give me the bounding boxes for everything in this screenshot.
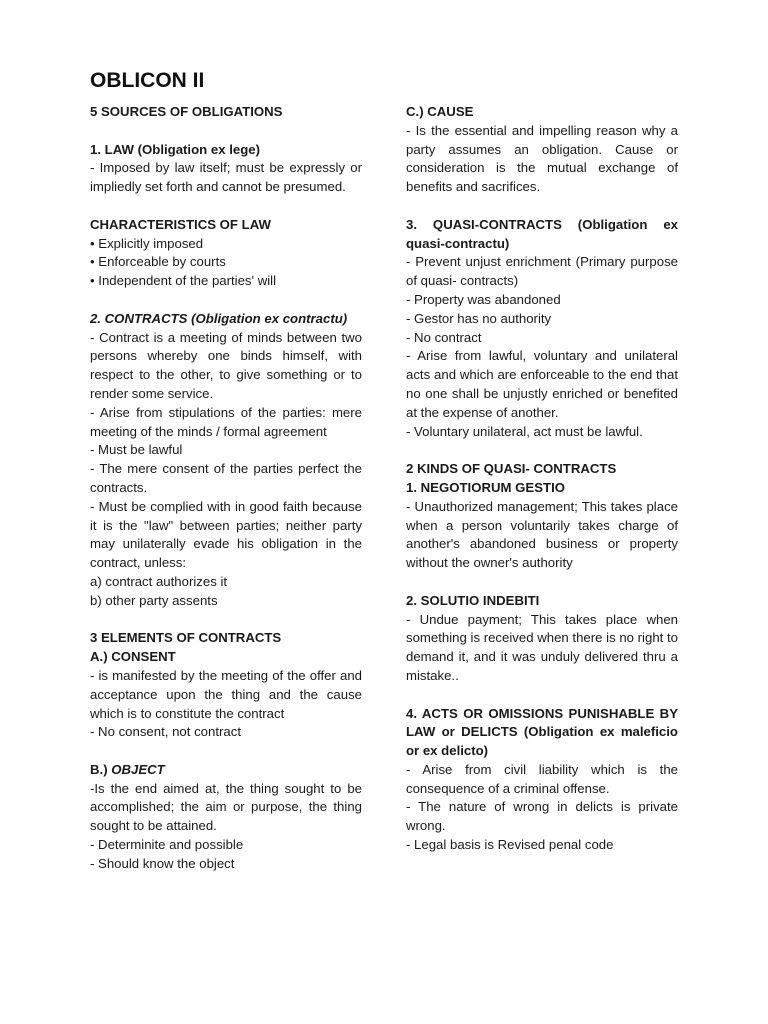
- consent-point: - No consent, not contract: [90, 724, 241, 740]
- quasi-point: - Voluntary unilateral, act must be lawful.: [406, 423, 643, 439]
- contract-point: - Must be complied with in good faith because it is the "law" between parties; neither party may unilaterally evade his obligation in the contract, unless:: [90, 498, 362, 571]
- contract-point: - Arise from stipulations of the parties: mere meeting of the minds / formal agreement: [90, 404, 362, 439]
- characteristic-item: • Explicitly imposed: [90, 235, 204, 251]
- quasi-point: - Gestor has no authority: [406, 310, 552, 326]
- acts-point: - The nature of wrong in delicts is private wrong.: [406, 799, 678, 834]
- quasi-point: - Prevent unjust enrichment (Primary purpose of quasi- contracts): [406, 254, 678, 289]
- contract-point: b) other party assents: [90, 592, 218, 608]
- cause-heading: C.) CAUSE: [406, 104, 474, 119]
- characteristic-item: • Independent of the parties' will: [90, 273, 277, 289]
- left-column: [90, 103, 362, 874]
- spacer: [90, 197, 362, 216]
- negotiorum-heading: 1. NEGOTIORUM GESTIO: [406, 479, 565, 495]
- solutio-description: - Undue payment; This takes place when something is received when there is no right to demand it, and it was unduly delivered thru a mistake..: [406, 611, 678, 683]
- law-heading: 1. LAW (Obligation ex lege): [90, 141, 260, 157]
- contracts-heading: 2. CONTRACTS (Obligation ex contractu): [90, 310, 348, 326]
- kinds-heading: 2 KINDS OF QUASI- CONTRACTS: [406, 461, 617, 477]
- quasi-point: - Arise from lawful, voluntary and unilateral acts and which are enforceable to the end that no one shall be unjustly enriched or benefited at the expense of another.: [406, 348, 678, 420]
- consent-point: - is manifested by the meeting of the offer and acceptance upon the thing and the cause which is to constitute the contract: [90, 667, 362, 721]
- characteristics-heading: CHARACTERISTICS OF LAW: [90, 216, 271, 232]
- quasi-point: - Property was abandoned: [406, 291, 561, 307]
- right-column: [406, 103, 678, 855]
- object-point: -Is the end aimed at, the thing sought to be accomplished; the aim or purpose, the thing sought to be attained.: [90, 780, 362, 834]
- law-description: - Imposed by law itself; must be expressly or impliedly set forth and cannot be presumed.: [90, 160, 362, 195]
- solutio-heading: 2. SOLUTIO INDEBITI: [406, 592, 540, 608]
- spacer: [90, 742, 362, 761]
- acts-point: - Legal basis is Revised penal code: [406, 837, 614, 853]
- contract-point: - The mere consent of the parties perfect the contracts.: [90, 461, 362, 495]
- acts-point: - Arise from civil liability which is the consequence of a criminal offense.: [406, 761, 678, 796]
- negotiorum-description: - Unauthorized management; This takes place when a person voluntarily takes charge of another's abandoned business or property without the owner's authority: [406, 498, 678, 571]
- spacer: [406, 573, 678, 592]
- page-title: OBLICON II: [90, 69, 205, 92]
- spacer: [90, 291, 362, 310]
- object-word: OBJECT: [111, 761, 165, 777]
- object-heading: [90, 761, 362, 780]
- sources-heading: 5 SOURCES OF OBLIGATIONS: [90, 104, 283, 119]
- elements-heading: 3 ELEMENTS OF CONTRACTS: [90, 630, 282, 646]
- spacer: [406, 197, 678, 216]
- object-point: - Determinite and possible: [90, 837, 244, 853]
- characteristic-item: • Enforceable by courts: [90, 254, 226, 270]
- spacer: [406, 686, 678, 705]
- contract-point: - Contract is a meeting of minds between two persons whereby one binds himself, with respect to the other, to give something or to render some service.: [90, 329, 362, 401]
- spacer: [90, 611, 362, 630]
- contract-point: - Must be lawful: [90, 442, 183, 458]
- quasi-point: - No contract: [406, 329, 482, 345]
- spacer: [90, 122, 362, 141]
- acts-heading: 4. ACTS OR OMISSIONS PUNISHABLE BY LAW or DELICTS (Obligation ex maleficio or ex delicto): [406, 705, 678, 759]
- object-prefix: B.): [90, 761, 112, 777]
- object-point: - Should know the object: [90, 855, 235, 871]
- consent-heading: A.) CONSENT: [90, 649, 176, 665]
- contract-point: a) contract authorizes it: [90, 573, 228, 589]
- cause-description: - Is the essential and impelling reason why a party assumes an obligation. Cause or consideration is the mutual exchange of benefits and sacrifices.: [406, 122, 678, 195]
- quasi-contracts-heading: 3. QUASI-CONTRACTS (Obligation ex quasi-contractu): [406, 216, 678, 251]
- spacer: [406, 441, 678, 460]
